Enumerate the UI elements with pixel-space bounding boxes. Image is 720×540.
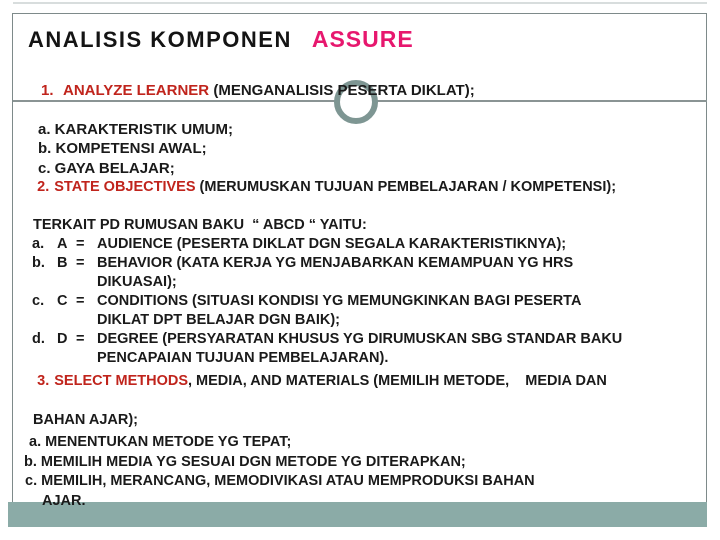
item2-sub-a-eq: = [76, 236, 85, 252]
item2-sub-c-key: C [57, 293, 68, 309]
item2-sub-b-text: BEHAVIOR (KATA KERJA YG MENJABARKAN KEMAMPUAN YG HRS [97, 255, 574, 271]
item2-number: 2. [37, 179, 50, 195]
item2-sub-d-text2: PENCAPAIAN TUJUAN PEMBELAJARAN). [97, 350, 389, 366]
item2-sub-b-letter: b. [32, 255, 45, 271]
item1-sub-b: b. KOMPETENSI AWAL; [38, 140, 207, 157]
item2-heading [13, 159, 707, 216]
item1-heading-red: ANALYZE LEARNER [63, 81, 210, 99]
item3-heading [13, 352, 707, 411]
item2-sub-c-text2: DIKLAT DPT BELAJAR DGN BAIK); [97, 312, 340, 328]
item2-sub-b-text2: DIKUASAI); [97, 274, 177, 290]
item2-line2: TERKAIT PD RUMUSAN BAKU “ ABCD “ YAITU: [33, 217, 367, 233]
item2-sub-c-eq: = [76, 293, 85, 309]
list-item-2 [13, 159, 707, 368]
list-item-3 [13, 352, 707, 511]
item3-sub-b: b. MEMILIH MEDIA YG SESUAI DGN METODE YG DITERAPKAN; [24, 453, 466, 470]
item2-sub-c-letter: c. [32, 293, 45, 309]
item2-sub-b-cont [13, 273, 707, 292]
item1-heading-black: (MENGANALISIS PESERTA DIKLAT); [209, 81, 475, 99]
item2-heading-red: STATE OBJECTIVES [54, 179, 196, 195]
item2-sub-b-key: B [57, 255, 68, 271]
item2-sub-b [13, 254, 707, 273]
item2-sub-a-key: A [57, 236, 68, 252]
slide-title [28, 26, 414, 53]
item3-sub-c-cont: AJAR. [42, 492, 86, 509]
item2-heading-black: (MERUMUSKAN TUJUAN PEMBELAJARAN / KOMPETENSI); [195, 179, 617, 195]
item3-number: 3. [37, 372, 50, 389]
item2-sub-d-eq: = [76, 331, 85, 347]
item2-sub-c [13, 292, 707, 311]
item3-heading-black: , MEDIA, AND MATERIALS (MEMILIH METODE, MEDIA DAN [188, 372, 607, 389]
item2-sub-c-text: CONDITIONS (SITUASI KONDISI YG MEMUNGKINKAN BAGI PESERTA [97, 293, 582, 309]
item2-sub-a [13, 235, 707, 254]
item1-sub-c: c. GAYA BELAJAR; [38, 159, 175, 177]
item2-sub-c-cont [13, 311, 707, 330]
item1-heading [16, 61, 475, 120]
item2-sub-b-eq: = [76, 255, 85, 271]
top-divider-line [13, 2, 707, 4]
item3-sub-c: c. MEMILIH, MERANCANG, MEMODIVIKASI ATAU MEMPRODUKSI BAHAN [25, 473, 535, 489]
item2-sub-d [13, 330, 707, 349]
title-main: ANALISIS KOMPONEN [28, 27, 292, 52]
item3-heading-red: SELECT METHODS [54, 372, 188, 389]
item2-sub-d-key: D [57, 331, 68, 347]
title-accent: ASSURE [311, 26, 414, 52]
item2-sub-a-letter: a. [32, 236, 45, 252]
item3-line2: BAHAN AJAR); [33, 411, 138, 428]
item1-number: 1. [41, 81, 54, 99]
item2-sub-d-text: DEGREE (PERSYARATAN KHUSUS YG DIRUMUSKAN SBG STANDAR BAKU [97, 331, 623, 347]
item1-sub-a: a. KARAKTERISTIK UMUM; [38, 120, 233, 138]
item2-sub-a-text: AUDIENCE (PESERTA DIKLAT DGN SEGALA KARAKTERISTIKNYA); [97, 236, 567, 252]
item2-sub-d-letter: d. [32, 331, 45, 347]
item3-sub-a: a. MENENTUKAN METODE YG TEPAT; [29, 434, 292, 450]
